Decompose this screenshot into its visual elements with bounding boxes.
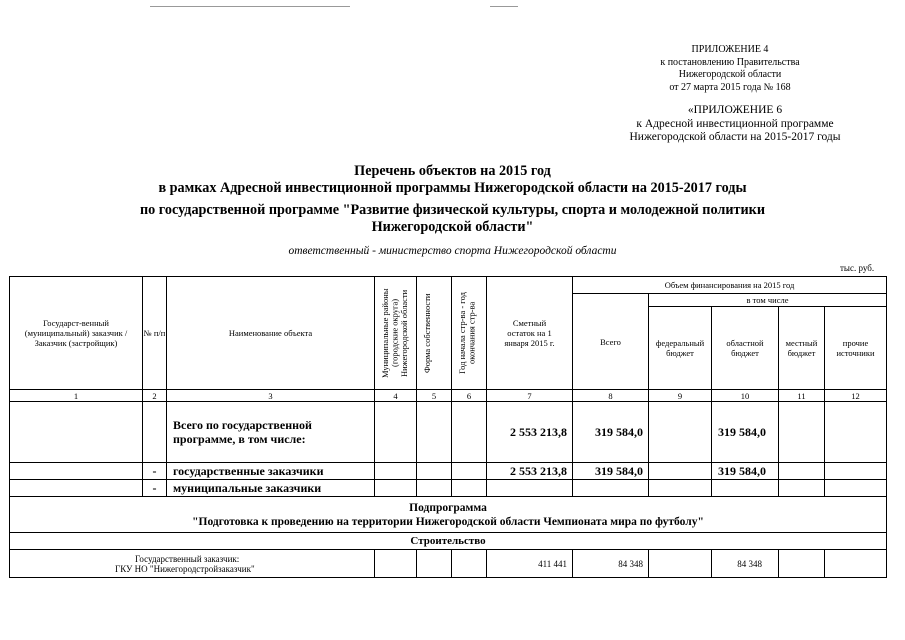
row-state-mark: - [143, 463, 167, 480]
header-number: № п/п [143, 277, 167, 390]
customer-line: ГКУ НО "Нижегородстройзаказчик" [115, 563, 255, 574]
column-number: 4 [375, 390, 417, 402]
responsible-ministry: ответственный - министерство спорта Нижегородской области [288, 245, 617, 257]
subprogram-heading [10, 497, 887, 533]
column-number: 12 [825, 390, 887, 402]
customer-sum: 84 348 [573, 550, 649, 578]
scan-artifact-line [490, 6, 518, 7]
title-line: Нижегородской области" [371, 218, 534, 235]
document-subtitle [0, 202, 905, 235]
construction-heading: Строительство [10, 533, 887, 550]
header-years-text: Год начала стр-ва - год окончания стр-ва [457, 292, 477, 374]
column-number: 1 [10, 390, 143, 402]
table-row-construction [10, 533, 887, 550]
appendix-4-line: от 27 марта 2015 года № 168 [669, 81, 791, 93]
subprogram-line: Подпрограмма [409, 501, 487, 514]
appendix-6-line: Нижегородской области на 2015-2017 годы [629, 131, 841, 143]
subprogram-line: "Подготовка к проведению на территории Нижегородской области Чемпионата мира по футболу" [192, 515, 704, 528]
units-label: тыс. руб. [840, 263, 875, 273]
row-state-name: государственные заказчики [167, 463, 375, 480]
customer-regional: 84 348 [712, 550, 779, 578]
header-balance: Сметный остаток на 1 января 2015 г. [487, 277, 573, 390]
appendix-4-line: к постановлению Правительства [660, 56, 800, 68]
table-row-municipal-customers [10, 480, 887, 497]
title-line: в рамках Адресной инвестиционной программы Нижегородской области на 2015-2017 годы [158, 180, 747, 196]
column-number: 5 [417, 390, 452, 402]
customer-cell [10, 550, 375, 578]
column-number: 6 [452, 390, 487, 402]
header-years [452, 277, 487, 390]
customer-line: Государственный заказчик: [135, 553, 240, 564]
header-other: прочие источники [825, 307, 887, 390]
row-municipal-name: муниципальные заказчики [167, 480, 375, 497]
row-municipal-mark: - [143, 480, 167, 497]
appendix-6-header [585, 104, 885, 145]
header-object-name: Наименование объекта [167, 277, 375, 390]
header-funding: Объем финансирования на 2015 год [573, 277, 887, 294]
table-row-total [10, 402, 887, 463]
column-number: 11 [779, 390, 825, 402]
title-line: по государственной программе "Развитие физической культуры, спорта и молодежной политики [139, 202, 766, 218]
row-total-balance: 2 553 213,8 [487, 402, 573, 463]
table-row-subprogram [10, 497, 887, 533]
document-title [0, 163, 905, 197]
column-number: 10 [712, 390, 779, 402]
header-regional: областной бюджет [712, 307, 779, 390]
row-state-sum: 319 584,0 [573, 463, 649, 480]
header-ownership-text: Форма собственности [422, 293, 432, 373]
header-districts [375, 277, 417, 390]
scan-artifact-line [150, 6, 350, 7]
header-customer: Государст-венный (муниципальный) заказчик / Заказчик (застройщик) [10, 277, 143, 390]
title-line: Перечень объектов на 2015 год [354, 163, 551, 179]
table-row-customer [10, 550, 887, 578]
appendix-4-line: Нижегородской области [678, 69, 782, 80]
table-row-state-customers [10, 463, 887, 480]
header-including: в том числе [649, 294, 887, 307]
column-number-row [10, 390, 887, 402]
header-federal: федеральный бюджет [649, 307, 712, 390]
appendix-6-line: к Адресной инвестиционной программе [636, 117, 834, 130]
header-local: местный бюджет [779, 307, 825, 390]
header-total: Всего [573, 294, 649, 390]
appendix-4-header [600, 44, 860, 94]
customer-balance: 411 441 [487, 550, 573, 578]
column-number: 9 [649, 390, 712, 402]
row-state-balance: 2 553 213,8 [487, 463, 573, 480]
objects-table [9, 276, 887, 578]
header-districts-text: Муниципальные районы (городские округа) Нижегородской области [379, 288, 409, 378]
column-number: 7 [487, 390, 573, 402]
row-state-regional: 319 584,0 [712, 463, 779, 480]
column-number: 3 [167, 390, 375, 402]
row-total-name: Всего по государственной программе, в том числе: [167, 402, 375, 463]
appendix-4-line: ПРИЛОЖЕНИЕ 4 [691, 44, 769, 55]
column-number: 8 [573, 390, 649, 402]
row-total-regional: 319 584,0 [712, 402, 779, 463]
column-number: 2 [143, 390, 167, 402]
appendix-6-line: «ПРИЛОЖЕНИЕ 6 [687, 104, 783, 116]
header-ownership [417, 277, 452, 390]
row-total-sum: 319 584,0 [573, 402, 649, 463]
